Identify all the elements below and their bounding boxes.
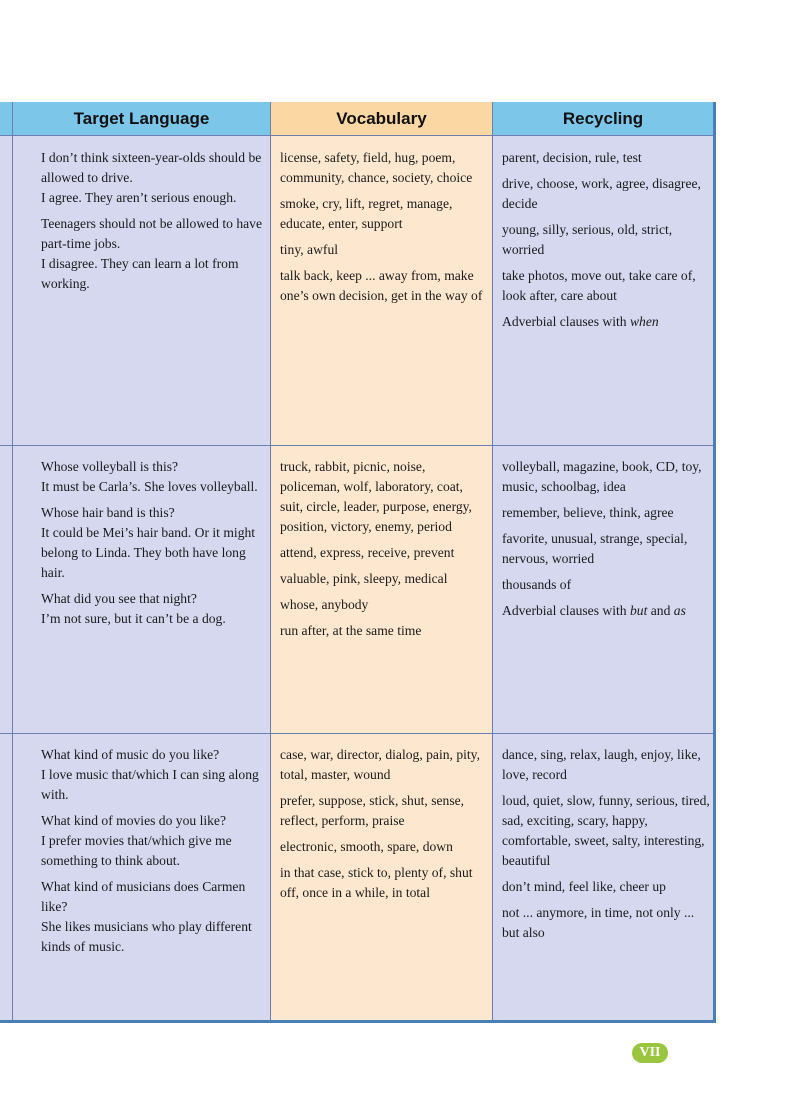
- table-line: What kind of musicians does Carmen like?: [41, 879, 246, 914]
- table-line: talk back, keep ... away from, make one’s own decision, get in the way of: [280, 268, 483, 303]
- table-line: I disagree. They can learn a lot from working.: [41, 256, 239, 291]
- header-vocabulary: Vocabulary: [271, 102, 492, 135]
- table-line: dance, sing, relax, laugh, enjoy, like, love, record: [502, 747, 701, 782]
- table-line: loud, quiet, slow, funny, serious, tired, sad, exciting, scary, happy, comfortable, sweet, salty, interesting, beautiful: [502, 793, 710, 868]
- table-line: I prefer movies that/which give me something to think about.: [41, 833, 232, 868]
- table-line: tiny, awful: [280, 242, 339, 257]
- table-line: truck, rabbit, picnic, noise, policeman, wolf, laboratory, coat, suit, circle, leader, purpose, energy, position, victory, enemy, period: [280, 459, 472, 534]
- row-1-vocabulary: [280, 148, 488, 312]
- page-number-badge: VII: [632, 1043, 668, 1063]
- table-line: It could be Mei’s hair band. Or it might belong to Linda. They both have long hair.: [41, 525, 256, 580]
- table-line: Whose hair band is this?: [41, 505, 175, 520]
- table-line: parent, decision, rule, test: [502, 150, 642, 165]
- column-divider: [12, 102, 13, 1020]
- table-line: run after, at the same time: [280, 623, 422, 638]
- table-line: young, silly, serious, old, strict, worried: [502, 222, 673, 257]
- table-line: in that case, stick to, plenty of, shut off, once in a while, in total: [280, 865, 473, 900]
- column-divider: [270, 102, 271, 1020]
- row-3-vocabulary: [280, 745, 488, 909]
- row-divider: [0, 445, 713, 446]
- table-line: valuable, pink, sleepy, medical: [280, 571, 448, 586]
- table-line: I don’t think sixteen-year-olds should be allowed to drive.: [41, 150, 262, 185]
- table-line: I agree. They aren’t serious enough.: [41, 190, 237, 205]
- table-line: case, war, director, dialog, pain, pity, total, master, wound: [280, 747, 480, 782]
- table-line: whose, anybody: [280, 597, 369, 612]
- table-line: I’m not sure, but it can’t be a dog.: [41, 611, 226, 626]
- table-line: drive, choose, work, agree, disagree, decide: [502, 176, 701, 211]
- column-divider: [492, 102, 493, 1020]
- table-line: don’t mind, feel like, cheer up: [502, 879, 666, 894]
- row-1-target-language: [41, 148, 270, 300]
- header-target-language: Target Language: [13, 102, 270, 135]
- row-2-recycling: [502, 457, 712, 627]
- table-line: thousands of: [502, 577, 572, 592]
- left-edge-column: [0, 102, 12, 1020]
- table-line: What did you see that night?: [41, 591, 197, 606]
- table-line: Whose volleyball is this?: [41, 459, 179, 474]
- row-2-vocabulary: [280, 457, 488, 647]
- row-3-target-language: [41, 745, 270, 963]
- table-line: license, safety, field, hug, poem, community, chance, society, choice: [280, 150, 473, 185]
- table-line: attend, express, receive, prevent: [280, 545, 455, 560]
- table-line: Teenagers should not be allowed to have part-time jobs.: [41, 216, 263, 251]
- row-3-recycling: [502, 745, 712, 949]
- table-line: electronic, smooth, spare, down: [280, 839, 453, 854]
- table-line: It must be Carla’s. She loves volleyball.: [41, 479, 258, 494]
- row-1-recycling: [502, 148, 712, 338]
- row-divider: [0, 733, 713, 734]
- table-line: What kind of music do you like?: [41, 747, 220, 762]
- row-2-target-language: [41, 457, 270, 635]
- table-line: I love music that/which I can sing along with.: [41, 767, 259, 802]
- table-line: take photos, move out, take care of, look after, care about: [502, 268, 696, 303]
- table-line: prefer, suppose, stick, shut, sense, reflect, perform, praise: [280, 793, 465, 828]
- table-line: not ... anymore, in time, not only ... but also: [502, 905, 695, 940]
- header-divider: [0, 135, 713, 136]
- table-line: favorite, unusual, strange, special, nervous, worried: [502, 531, 688, 566]
- table-line: Adverbial clauses with but and as: [502, 603, 686, 618]
- table-line: smoke, cry, lift, regret, manage, educate, enter, support: [280, 196, 453, 231]
- table-line: She likes musicians who play different kinds of music.: [41, 919, 252, 954]
- table-line: What kind of movies do you like?: [41, 813, 226, 828]
- table-line: remember, believe, think, agree: [502, 505, 674, 520]
- header-recycling: Recycling: [493, 102, 713, 135]
- table-line: Adverbial clauses with when: [502, 314, 659, 329]
- table-line: volleyball, magazine, book, CD, toy, music, schoolbag, idea: [502, 459, 702, 494]
- syllabus-table: [0, 102, 716, 1023]
- header-left-edge: [0, 102, 12, 135]
